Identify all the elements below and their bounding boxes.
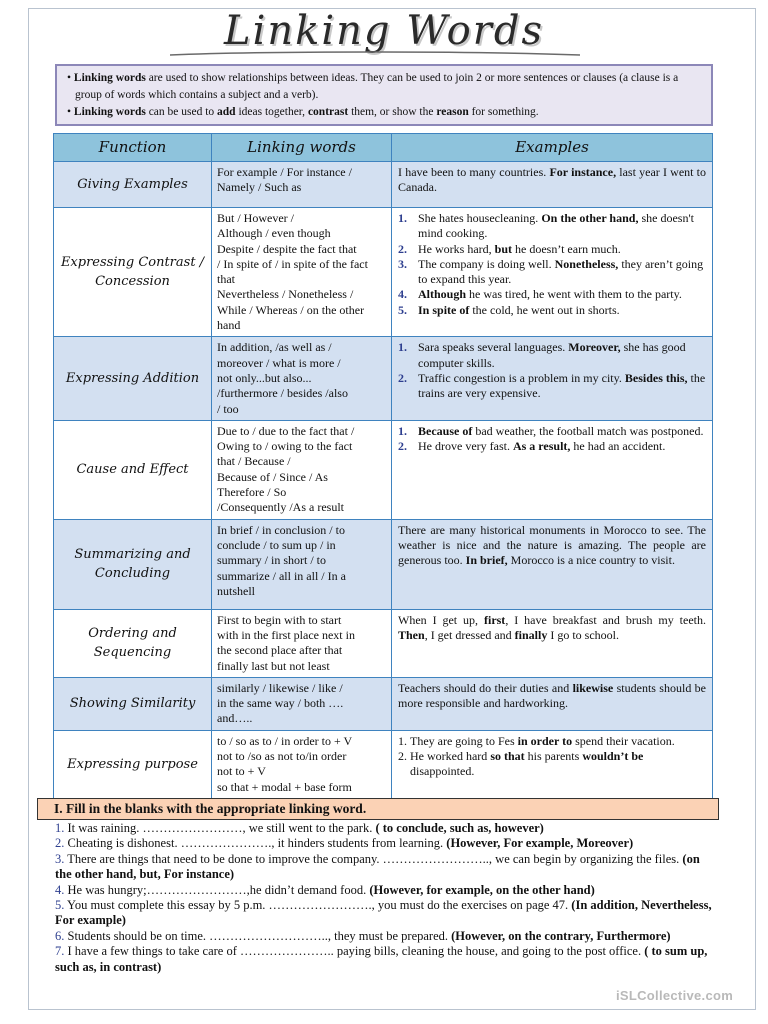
linking-words-line: Owing to / owing to the fact [217, 439, 353, 454]
function-cell: Expressing purpose [54, 730, 212, 798]
table-row [54, 730, 713, 798]
examples-cell [392, 208, 713, 337]
exercise-number: 7. [55, 944, 68, 959]
function-cell: Expressing Addition [54, 337, 212, 420]
examples-cell [392, 420, 713, 519]
example-item: 3. The company is doing well. Nonetheless, they aren’t going to expand this year. [398, 256, 704, 287]
intro-box [55, 64, 713, 126]
exercise-number: 6. [55, 928, 68, 943]
example-number: 5. [398, 302, 407, 317]
linking-words-line: Because of / Since / As [217, 469, 328, 484]
linking-words-line: Nevertheless / Nonetheless / [217, 287, 354, 302]
islcollective-logo: iSLCollective.com [616, 988, 734, 1003]
linking-words-cell [212, 337, 392, 420]
table-row [54, 420, 713, 519]
table-header-row [54, 134, 713, 162]
linking-words-line: with in the first place next in [217, 627, 355, 642]
linking-words-line: so that + modal + base form [217, 779, 352, 794]
linking-words-cell [212, 519, 392, 609]
linking-words-line: that / Because / [217, 454, 291, 469]
linking-words-line: nutshell [217, 583, 255, 598]
example-number: 1. [398, 211, 407, 225]
linking-words-line: to / so as to / in order to + V [217, 733, 353, 748]
function-cell: Expressing Contrast / Concession [54, 208, 212, 337]
linking-words-cell [212, 162, 392, 208]
linking-words-line: Due to / due to the fact that / [217, 423, 355, 438]
linking-words-line: /furthermore / besides /also [217, 386, 348, 401]
linking-words-cell [212, 420, 392, 519]
linking-words-table [53, 133, 713, 799]
header-linking-words: Linking words [212, 134, 392, 162]
examples-cell [392, 337, 713, 420]
examples-cell [392, 677, 713, 730]
linking-words-cell [212, 609, 392, 677]
function-cell: Cause and Effect [54, 420, 212, 519]
linking-words-line: /Consequently /As a result [217, 500, 344, 515]
example-item: 5. In spite of the cold, he went out in shorts. [398, 302, 620, 317]
example-number: 2. [398, 749, 407, 764]
exercise-heading: I. Fill in the blanks with the appropriate linking word. [37, 798, 719, 820]
linking-words-line: moreover / what is more / [217, 355, 341, 370]
exercise-item: 7. I have a few things to take care of ………………….. paying bills, cleaning the house, and going to the post office. ( to sum up, such as, in contrast) [55, 944, 708, 974]
example-number: 2. [398, 439, 407, 454]
example-number: 4. [398, 287, 407, 302]
linking-words-line: conclude / to sum up / in [217, 537, 336, 552]
linking-words-line: finally last but not least [217, 658, 330, 673]
exercise-item: 4. He was hungry;……………………,he didn’t demand food. (However, for example, on the other hand) [55, 882, 595, 897]
example-text: Teachers should do their duties and likewise students should be more responsible and hardworking. [398, 680, 706, 711]
intro-line: • Linking words are used to show relationships between ideas. They can be used to join 2 or more sentences or clauses (a clause is a group of words which contains a subject and a verb). [67, 72, 679, 101]
linking-words-line: But / However / [217, 211, 294, 225]
examples-cell [392, 730, 713, 798]
example-text: I have been to many countries. For instance, last year I went to Canada. [398, 165, 707, 195]
example-item: 1. Sara speaks several languages. Moreover, she has good computer skills. [398, 340, 686, 370]
linking-words-line: Despite / despite the fact that [217, 241, 357, 256]
example-item: 2. He works hard, but he doesn’t earn much. [398, 241, 621, 256]
function-cell: Ordering and Sequencing [54, 609, 212, 677]
linking-words-line: summarize / all in all / In a [217, 568, 346, 583]
linking-words-cell [212, 677, 392, 730]
exercise-item: 3. There are things that need to be done to improve the company. …………………….., we can begin by organizing the files. (on the other hand, but, For instance) [55, 851, 700, 882]
exercise-number: 3. [55, 851, 68, 866]
header-function: Function [54, 134, 212, 162]
function-cell: Showing Similarity [54, 677, 212, 730]
table-row [54, 162, 713, 208]
intro-text: Linking words are used to show relationships between ideas. They can be used to join 2 or more sentences or clauses (a clause is a group of words which contains a subject and a verb). [73, 72, 679, 101]
examples-cell [392, 162, 713, 208]
example-text: There are many historical monuments in Morocco to see. The weather is nice and the nature is amazing. The people are generous too. In brief, Morocco is a nice country to visit. [398, 522, 706, 568]
linking-words-cell [212, 208, 392, 337]
linking-words-line: summary / in short / to [217, 553, 326, 568]
example-number: 1. [398, 423, 407, 438]
linking-words-line: / In spite of / in spite of the fact that [217, 256, 368, 287]
linking-words-line: not to /so as not to/in order [217, 749, 347, 764]
linking-words-line: Therefore / So [217, 485, 287, 500]
linking-words-line: / too [217, 401, 239, 416]
exercise-number: 5. [55, 898, 68, 913]
intro-line: • Linking words can be used to add ideas together, contrast them, or show the reason for something. [67, 106, 539, 118]
example-number: 3. [398, 256, 407, 271]
linking-words-line: In addition, /as well as / [217, 340, 332, 355]
exercise-item: 5. You must complete this essay by 5 p.m. ……………………., you must do the exercises on page 47. (In addition, Nevertheless, For example) [55, 898, 712, 928]
table-row [54, 677, 713, 730]
exercise-item: 1. It was raining. ……………………, we still went to the park. ( to conclude, such as, however) [55, 821, 544, 835]
linking-words-line: the second place after that [217, 643, 343, 658]
exercise-number: 1. [55, 821, 68, 835]
example-item: 1. Because of bad weather, the football match was postponed. [398, 423, 704, 438]
linking-words-line: not to + V [217, 764, 266, 779]
examples-cell [392, 609, 713, 677]
page-title: Linking Words [224, 8, 544, 54]
example-item: 2. He worked hard so that his parents wouldn’t be disappointed. [398, 749, 644, 779]
linking-words-line: similarly / likewise / like / [217, 680, 343, 695]
table-row [54, 337, 713, 420]
linking-words-line: While / Whereas / on the other hand [217, 302, 365, 333]
exercise-item: 2. Cheating is dishonest. …………………., it hinders students from learning. (However, For example, Moreover) [55, 836, 634, 851]
example-text: When I get up, first, I have breakfast and brush my teeth. Then, I get dressed and finally I go to school. [398, 612, 706, 642]
example-number: 2. [398, 241, 407, 256]
example-number: 1. [398, 340, 407, 355]
linking-words-line: and….. [217, 711, 253, 726]
example-number: 2. [398, 370, 407, 385]
example-item: 1. They are going to Fes in order to spend their vacation. [398, 733, 675, 748]
examples-cell [392, 519, 713, 609]
example-item: 1. She hates housecleaning. On the other hand, she doesn't mind cooking. [398, 211, 694, 241]
table-body [54, 162, 713, 799]
example-item: 2. He drove very fast. As a result, he had an accident. [398, 439, 666, 454]
exercise-list [55, 821, 715, 975]
table-row [54, 519, 713, 609]
linking-words-line: First to begin with to start [217, 612, 342, 627]
linking-words-line: In brief / in conclusion / to [217, 522, 345, 537]
intro-text: Linking words can be used to add ideas together, contrast them, or show the reason for something. [73, 106, 539, 118]
example-number: 1. [398, 733, 407, 748]
function-cell: Giving Examples [54, 162, 212, 208]
linking-words-line: Although / even though [217, 226, 331, 241]
exercise-number: 4. [55, 882, 68, 897]
exercise-number: 2. [55, 836, 68, 851]
example-item: 2. Traffic congestion is a problem in my city. Besides this, the trains are very expensive. [398, 370, 706, 401]
example-item: 4. Although he was tired, he went with them to the party. [398, 287, 682, 302]
linking-words-line: in the same way / both …. [217, 696, 344, 711]
table-row [54, 208, 713, 337]
linking-words-line: Namely / Such as [217, 180, 302, 195]
linking-words-cell [212, 730, 392, 798]
table-row [54, 609, 713, 677]
header-examples: Examples [392, 134, 713, 162]
function-cell: Summarizing and Concluding [54, 519, 212, 609]
linking-words-line: not only...but also... [217, 370, 312, 385]
title-underline-decoration [170, 50, 580, 58]
linking-words-line: For example / For instance / [217, 165, 352, 179]
exercise-item: 6. Students should be on time. ……………………….., they must be prepared. (However, on the contrary, Furthermore) [55, 928, 671, 943]
